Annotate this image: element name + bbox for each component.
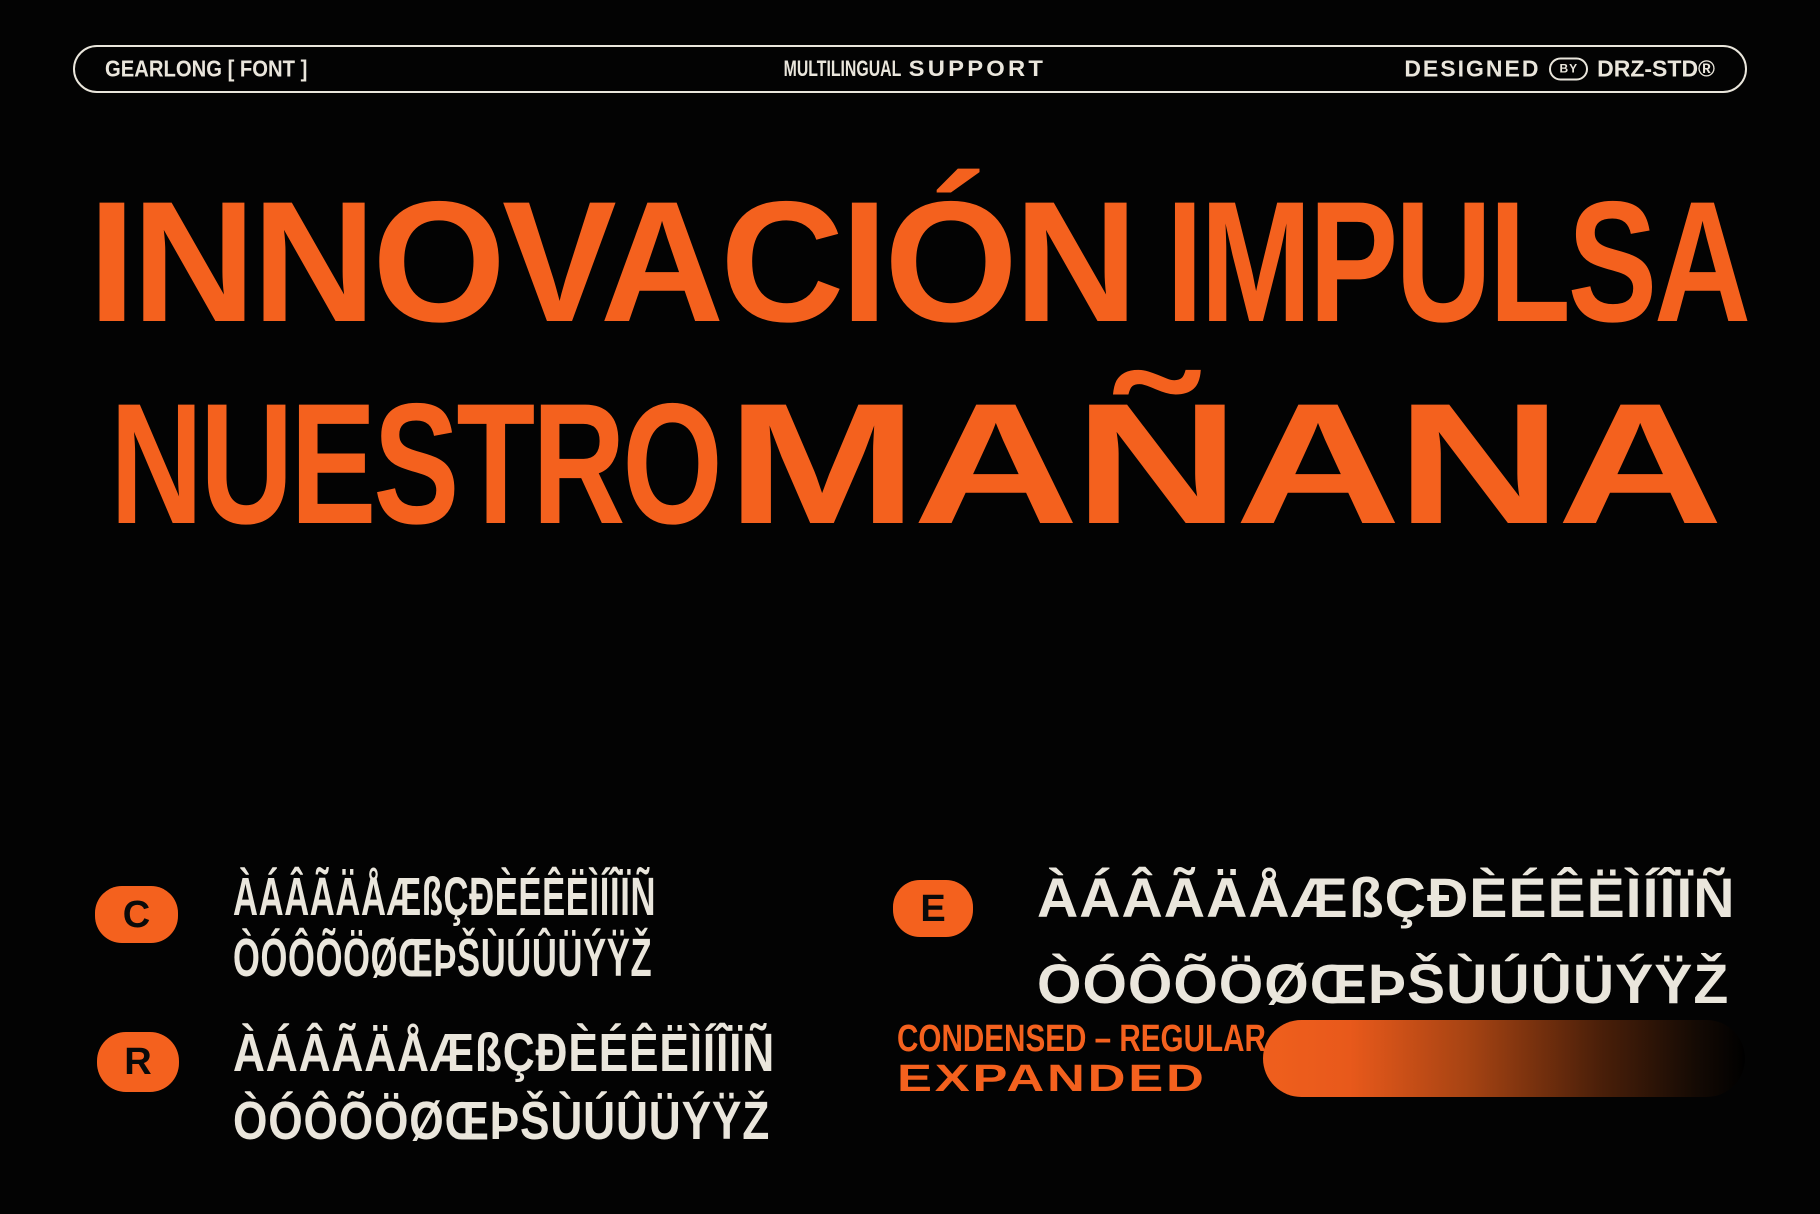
- condensed-charset-line-1: ÀÁÂÃÄÅÆßÇÐÈÉÊËÌÍÎÏÑ: [233, 867, 657, 927]
- multilingual-text: MULTILINGUAL: [783, 56, 902, 81]
- orange-fade-bar: [1263, 1020, 1745, 1097]
- condensed-charset-line-2: ÒÓÔÕÖØŒÞŠÙÚÛÜÝŸŽ: [233, 928, 653, 988]
- headline-word-impulsa: IMPULSA: [1166, 166, 1748, 358]
- headline-word-innovacion: INNOVACIÓN: [88, 166, 1135, 358]
- designed-by-label: [1404, 56, 1715, 83]
- expanded-charset-line-2: ÒÓÔÕÖØŒÞŠÙÚÛÜÝŸŽ: [1037, 952, 1730, 1015]
- multilingual-support-label: [783, 56, 1047, 82]
- headline-word-nuestro: NUESTRO: [110, 368, 720, 560]
- headline-word-manana: MAÑANA: [726, 368, 1719, 560]
- top-bar: [73, 45, 1747, 93]
- condensed-badge-letter: C: [122, 893, 151, 936]
- by-badge: BY: [1549, 58, 1588, 80]
- brand-label: [105, 56, 335, 83]
- designed-text: DESIGNED: [1404, 55, 1541, 82]
- brand-label-text: GEARLONG [ FONT ]: [105, 55, 308, 82]
- expanded-charset-line-1: ÀÁÂÃÄÅÆßÇÐÈÉÊËÌÍÎÏÑ: [1037, 866, 1736, 929]
- regular-charset-line-1: ÀÁÂÃÄÅÆßÇÐÈÉÊËÌÍÎÏÑ: [233, 1023, 776, 1083]
- condensed-badge: [95, 886, 178, 943]
- support-text: SUPPORT: [908, 56, 1047, 81]
- studio-text: DRZ-STD®: [1597, 55, 1715, 82]
- expanded-badge: [893, 880, 973, 937]
- expanded-badge-letter: E: [920, 887, 946, 930]
- regular-badge-letter: R: [124, 1041, 152, 1083]
- regular-badge: [97, 1032, 179, 1092]
- regular-charset-line-2: ÒÓÔÕÖØŒÞŠÙÚÛÜÝŸŽ: [233, 1091, 771, 1151]
- condensed-regular-label: CONDENSED – REGULAR: [897, 1018, 1266, 1060]
- expanded-label: EXPANDED: [897, 1058, 1207, 1100]
